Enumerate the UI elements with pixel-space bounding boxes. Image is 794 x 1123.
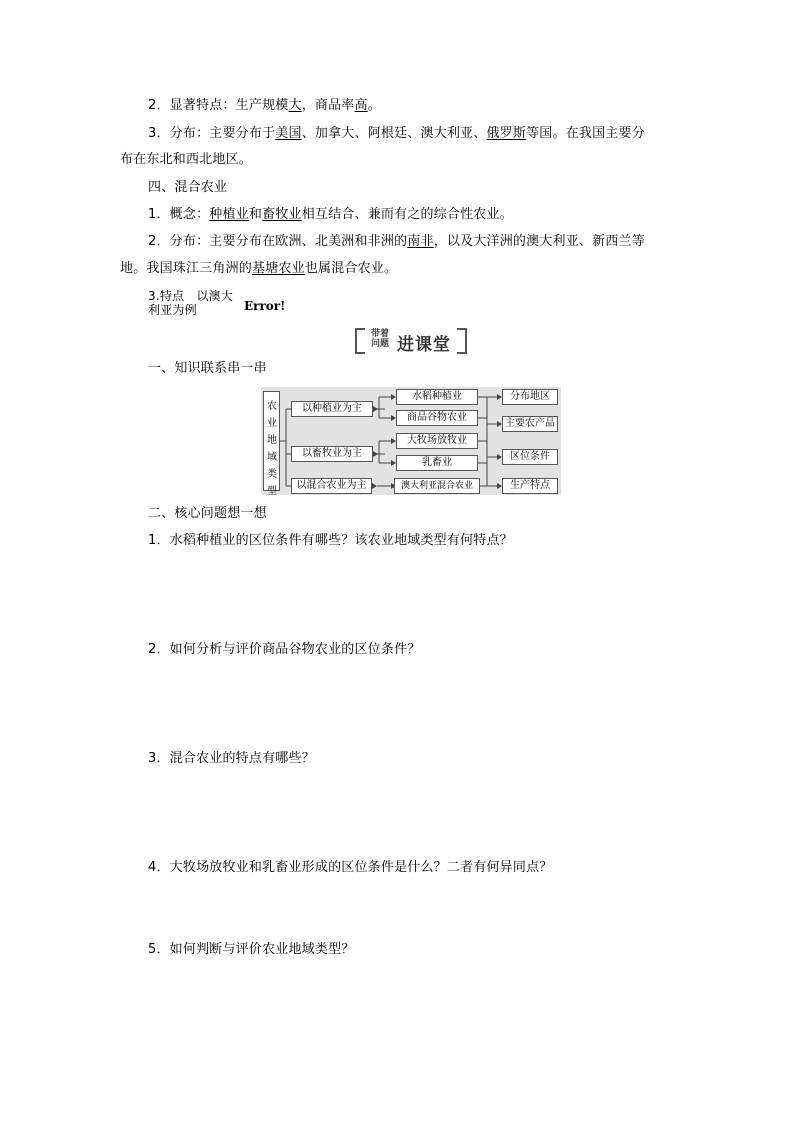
underlined-term: 种植业 — [209, 207, 249, 222]
underlined-term: 美国 — [275, 126, 302, 141]
aspect-location: 区位条件 — [502, 449, 558, 465]
banner-right-bracket — [457, 328, 467, 354]
aspect-products: 主要农产品 — [502, 416, 558, 432]
aspect-distribution: 分布地区 — [502, 389, 558, 405]
question-4: 4．大牧场放牧业和乳畜业形成的区位条件是什么？二者有何异同点？ — [148, 860, 553, 875]
question-1: 1．水稻种植业的区位条件有哪些？该农业地域类型有何特点？ — [148, 533, 513, 548]
text-run: 2．显著特点：生产规模 — [148, 98, 289, 113]
type-australia-mixed: 澳大利亚混合农业 — [394, 478, 480, 494]
type-ranching: 大牧场放牧业 — [396, 433, 478, 449]
mixed-distribution-line-1 — [148, 234, 645, 250]
feature-line — [148, 98, 381, 114]
banner-small-text: 带着 问题 — [370, 329, 389, 349]
type-rice: 水稻种植业 — [396, 389, 478, 405]
distribution-line-2: 布在东北和西北地区。 — [120, 152, 253, 167]
banner-title: 进课堂 — [397, 335, 451, 355]
category-crop: 以种植业为主 — [291, 401, 373, 417]
type-dairy: 乳畜业 — [396, 455, 478, 471]
underlined-term: 大 — [288, 98, 302, 113]
text-run: 也属混合农业。 — [304, 261, 398, 276]
diagram-root-label: 农 业 地 域 类 型 — [267, 401, 277, 497]
banner-left-bracket — [355, 328, 365, 354]
type-grain: 商品谷物农业 — [396, 410, 478, 426]
aspect-features: 生产特点 — [502, 478, 558, 494]
underlined-term: 南非 — [407, 234, 434, 249]
text-run: 相互结合、兼而有之的综合性农业。 — [301, 207, 513, 222]
underlined-term: 高 — [354, 98, 368, 113]
question-3: 3．混合农业的特点有哪些？ — [148, 751, 315, 766]
text-run: 和 — [248, 207, 263, 222]
agriculture-type-diagram — [261, 387, 561, 495]
text-run: 地。我国珠江三角洲的 — [120, 261, 253, 276]
feature-example-line-2: 利亚为例 — [148, 303, 197, 317]
text-run: 3．分布：主要分布于 — [148, 126, 276, 141]
text-run: 1．概念： — [148, 207, 210, 222]
feature-example-line-1: 3.特点 以澳大 — [148, 289, 234, 303]
error-field-text: Error! — [244, 299, 286, 313]
text-run: 2．分布：主要分布在欧洲、北美洲和非洲的 — [148, 234, 408, 249]
underlined-term: 俄罗斯 — [486, 126, 527, 141]
question-2: 2．如何分析与评价商品谷物农业的区位条件？ — [148, 642, 421, 657]
category-livestock: 以畜牧业为主 — [291, 446, 373, 462]
underlined-term: 畜牧业 — [262, 207, 302, 222]
section-heading-questions: 二、核心问题想一想 — [148, 506, 267, 521]
text-run: 。 — [367, 98, 381, 113]
question-5: 5．如何判断与评价农业地域类型？ — [148, 942, 355, 957]
distribution-line-1 — [148, 126, 645, 142]
section-heading-mixed: 四、混合农业 — [148, 180, 228, 195]
concept-line — [148, 207, 513, 223]
text-run: ，以及大洋洲的澳大利亚、新西兰等 — [433, 234, 645, 249]
category-mixed: 以混合农业为主 — [291, 478, 372, 494]
section-heading-knowledge: 一、知识联系串一串 — [148, 361, 267, 376]
text-run: 等国。在我国主要分 — [526, 126, 645, 141]
mixed-distribution-line-2 — [120, 261, 397, 277]
underlined-term: 基塘农业 — [252, 261, 305, 276]
lesson-banner — [355, 328, 467, 355]
text-run: 、加拿大、阿根廷、澳大利亚、 — [301, 126, 487, 141]
text-run: ，商品率 — [301, 98, 355, 113]
diagram-root-box — [263, 391, 280, 497]
